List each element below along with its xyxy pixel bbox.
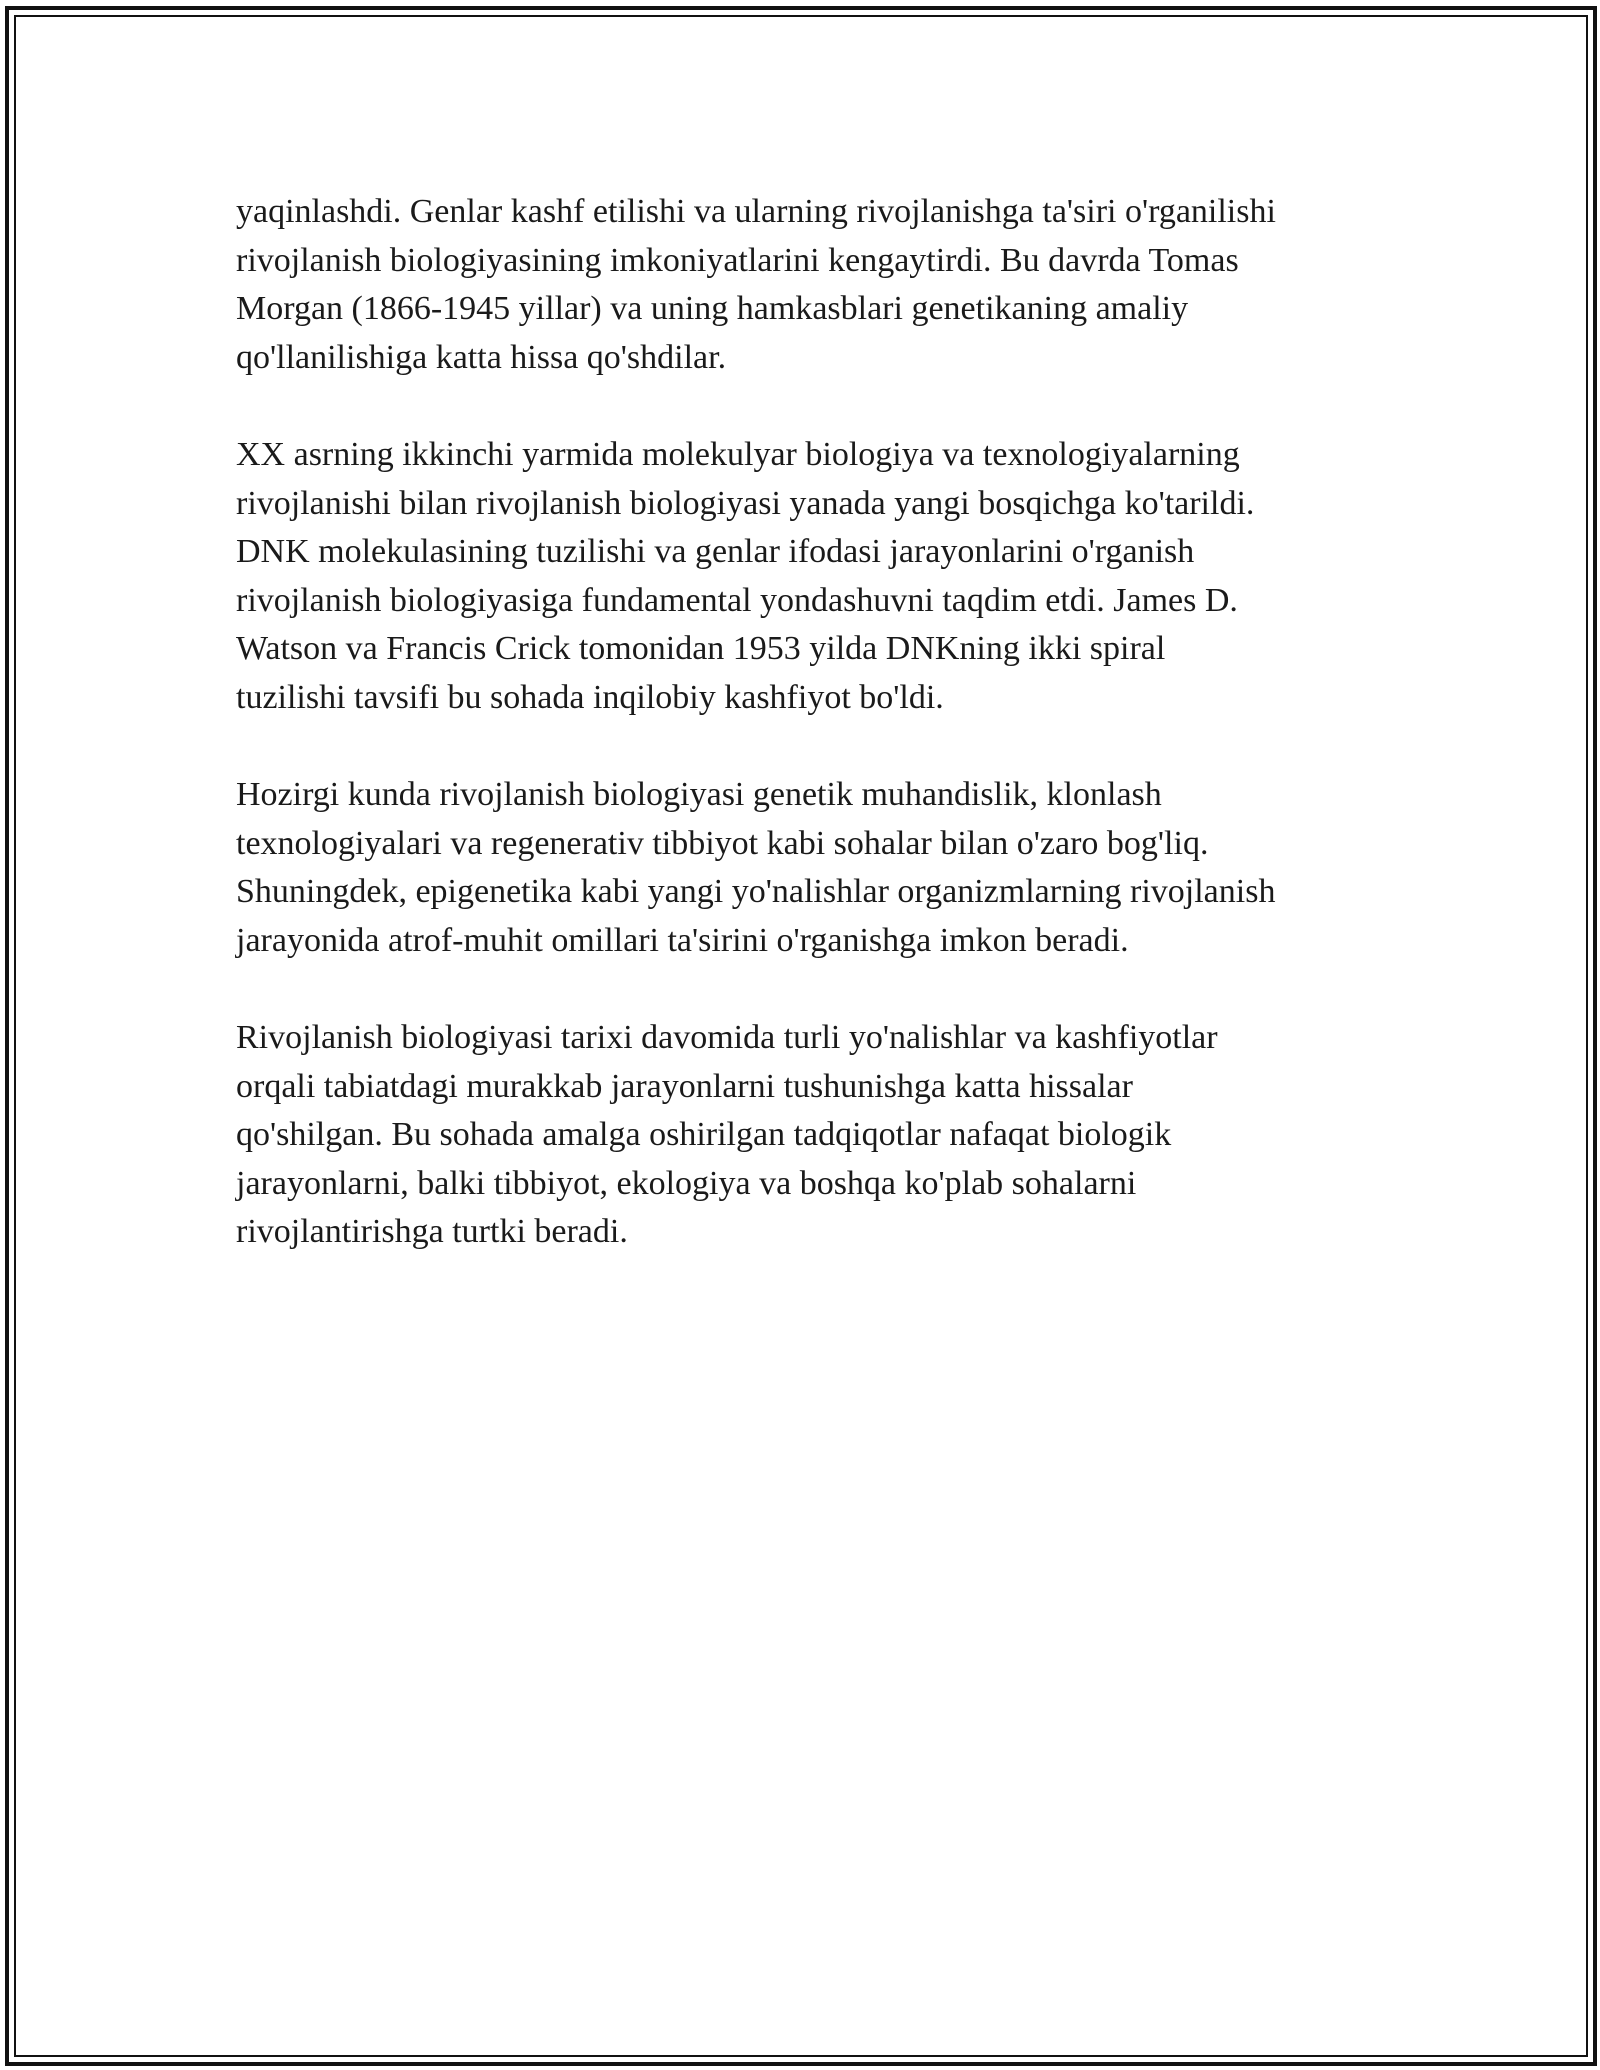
document-body (236, 188, 1366, 1306)
paragraph-1: yaqinlashdi. Genlar kashf etilishi va ularning rivojlanishga ta'siri o'rganilishi rivojlanish biologiyasining imkoniyatlarini kengaytirdi. Bu davrda Tomas Morgan (1866-1945 yillar) va uning hamkasblari genetikaning amaliy qo'llanilishiga katta hissa qo'shdilar. (236, 193, 1276, 376)
paragraph-3: Hozirgi kunda rivojlanish biologiyasi genetik muhandislik, klonlash texnologiyalari va regenerativ tibbiyot kabi sohalar bilan o'zaro bog'liq. Shuningdek, epigenetika kabi yangi yo'nalishlar organizmlarning rivojlanish jarayonida atrof-muhit omillari ta'sirini o'rganishga imkon beradi. (236, 776, 1276, 959)
paragraph-2: XX asrning ikkinchi yarmida molekulyar biologiya va texnologiyalarning rivojlanishi bilan rivojlanish biologiyasi yanada yangi bosqichga ko'tarildi. DNK molekulasining tuzilishi va genlar ifodasi jarayonlarini o'rganish rivojlanish biologiyasiga fundamental yondashuvni taqdim etdi. James D. Watson va Francis Crick tomonidan 1953 yilda DNKning ikki spiral tuzilishi tavsifi bu sohada inqilobiy kashfiyot bo'ldi. (236, 436, 1255, 716)
paragraph-4: Rivojlanish biologiyasi tarixi davomida turli yo'nalishlar va kashfiyotlar orqali tabiatdagi murakkab jarayonlarni tushunishga katta hissalar qo'shilgan. Bu sohada amalga oshirilgan tadqiqotlar nafaqat biologik jarayonlarni, balki tibbiyot, ekologiya va boshqa ko'plab sohalarni rivojlantirishga turtki beradi. (236, 1019, 1218, 1250)
